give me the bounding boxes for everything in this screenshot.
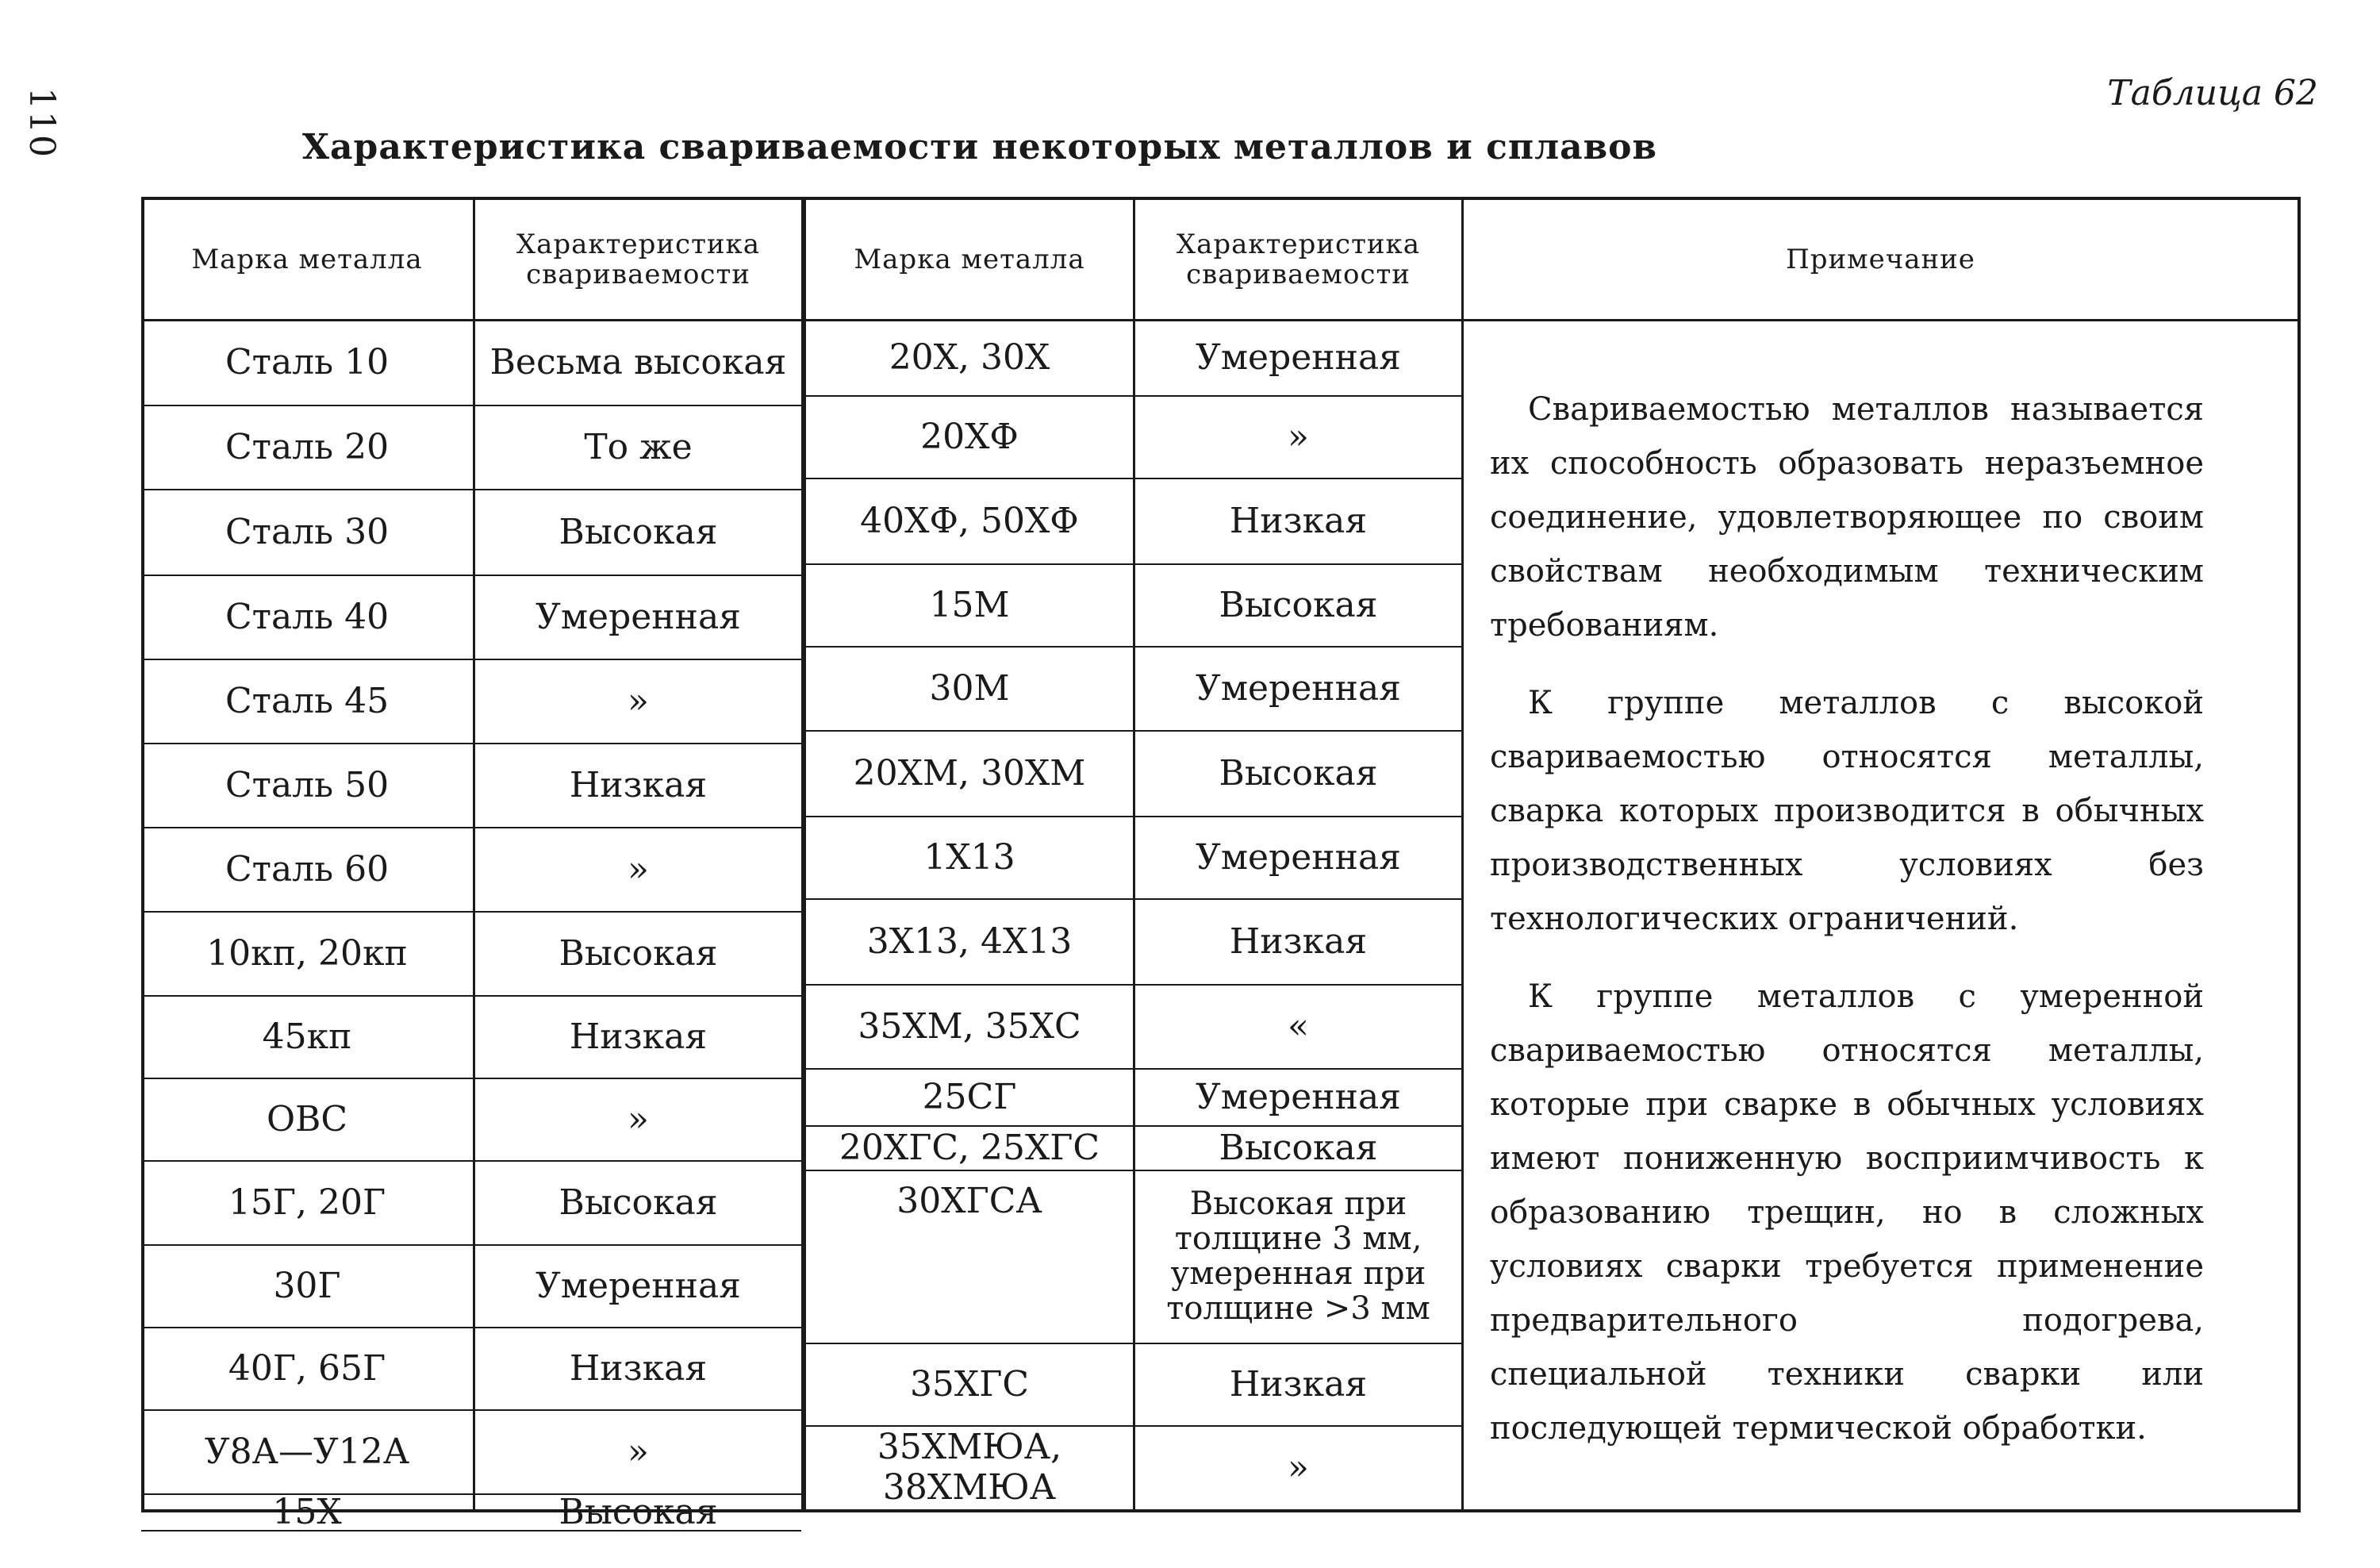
metal-grade-cell: Сталь 30 [225,511,390,552]
metal-grade-cell: 15Г, 20Г [228,1182,386,1223]
header-weldability-2: Характеристика свариваемости [1176,229,1421,290]
table-row [806,898,1461,986]
metal-grade-cell: Сталь 40 [225,596,390,637]
table-row [806,1068,1461,1127]
header-weldability: Характеристика свариваемости [516,229,761,290]
metal-grade-cell: Сталь 45 [225,680,390,721]
metal-grade-cell: 20ХГС, 25ХГС [839,1127,1100,1168]
weldability-cell: » [1288,416,1309,457]
metal-grade-cell: Сталь 20 [225,426,390,467]
table-row [806,319,1461,397]
weldability-cell: » [628,680,649,721]
weldability-cell: Низкая [569,1347,708,1389]
table-row [806,1425,1461,1511]
weldability-cell: Низкая [1229,920,1368,962]
weldability-cell: Умеренная [1196,1076,1401,1117]
weldability-cell: Умеренная [536,596,741,637]
page-number: 110 [21,87,62,159]
table-row [141,1493,801,1531]
metal-grade-cell: 15М [929,584,1010,625]
table-row [806,395,1461,479]
weldability-cell: Низкая [569,1016,708,1057]
metal-grade-cell: 40ХФ, 50ХФ [860,500,1079,541]
left-column-group [141,319,801,1532]
metal-grade-cell: 40Г, 65Г [228,1347,386,1389]
table-row [141,743,801,828]
header-note: Примечание [1786,244,1975,275]
weldability-cell: Низкая [1229,500,1368,541]
table-row [806,1170,1461,1344]
table-row [141,319,801,406]
header-grade-2: Марка металла [854,244,1085,275]
header-grade: Марка металла [191,244,423,275]
table-row [141,1244,801,1328]
table-row [141,1078,801,1162]
weldability-cell: То же [584,426,693,467]
table-header [141,200,2301,321]
table-row [806,730,1461,817]
table-row [806,478,1461,565]
weldability-table [141,197,2301,1532]
table-row [806,816,1461,900]
weldability-cell: » [628,1431,649,1472]
table-row [141,1160,801,1246]
table-row [806,1343,1461,1427]
weldability-cell: » [1288,1447,1309,1488]
table-row [141,1409,801,1495]
metal-grade-cell: ОВС [266,1098,348,1139]
metal-grade-cell: 20Х, 30Х [889,336,1050,378]
metal-grade-cell: 30М [929,667,1010,709]
weldability-cell: » [628,848,649,890]
weldability-cell: « [1288,1005,1309,1047]
table-row [141,1327,801,1411]
weldability-cell: Высокая [559,932,718,974]
table-row [141,659,801,744]
note-text [1490,382,2204,1479]
metal-grade-cell: 45кп [262,1016,352,1057]
metal-grade-cell: 30Г [273,1265,341,1306]
metal-grade-cell: 1Х13 [923,836,1015,878]
metal-grade-cell: 10кп, 20кп [206,932,408,974]
table-title: Характеристика свариваемости некоторых металлов и сплавов [301,127,1658,167]
weldability-cell: Умеренная [1196,336,1401,378]
metal-grade-cell: 35ХМ, 35ХС [858,1005,1081,1047]
weldability-cell: Низкая [569,764,708,805]
weldability-cell: Высокая при толщине 3 мм, умеренная при толщине >3 мм [1166,1186,1430,1327]
metal-grade-cell: Сталь 50 [225,764,390,805]
table-row [141,827,801,913]
column-divider [1461,200,1464,1509]
table-border-right [2297,200,2301,1509]
table-label: Таблица 62 [2107,73,2318,113]
metal-grade-cell: 35ХГС [909,1363,1030,1405]
table-row [141,405,801,490]
table-row [141,911,801,997]
metal-grade-cell: 20ХФ [920,416,1019,457]
weldability-cell: Высокая [559,1491,718,1532]
table-row [141,489,801,576]
weldability-cell: Высокая [559,1182,718,1223]
metal-grade-cell: У8А—У12А [204,1431,410,1472]
table-row [806,1125,1461,1171]
metal-grade-cell: Сталь 60 [225,848,390,890]
weldability-cell: Высокая [559,511,718,552]
metal-grade-cell: 15Х [272,1491,342,1532]
metal-grade-cell: 3Х13, 4Х13 [866,920,1073,962]
weldability-cell: Высокая [1219,584,1378,625]
weldability-cell: Умеренная [1196,836,1401,878]
weldability-cell: Умеренная [1196,667,1401,709]
metal-grade-cell: 35ХМЮА, 38ХМЮА [877,1427,1062,1508]
weldability-cell: Высокая [1219,1127,1378,1168]
metal-grade-cell: 25СГ [922,1076,1017,1117]
weldability-cell: Весьма высокая [489,341,787,382]
weldability-cell: Высокая [1219,752,1378,794]
table-row [141,575,801,660]
note-paragraph: Свариваемостью металлов называется их способность образовать неразъемное соединение, удовлетворяющее по своим свойствам необходимым техническим требованиям. [1490,391,2204,644]
weldability-cell: » [628,1098,649,1139]
table-row [806,563,1461,648]
metal-grade-cell: 30ХГСА [896,1181,1042,1221]
metal-grade-cell: 20ХМ, 30ХМ [853,752,1086,794]
table-row [141,995,801,1079]
weldability-cell: Низкая [1229,1363,1368,1405]
weldability-cell: Умеренная [536,1265,741,1306]
note-paragraph: К группе металлов с высокой свариваемостью относятся металлы, сварка которых производится в обычных производственных условиях без технологических ограничений. [1490,685,2204,937]
metal-grade-cell: Сталь 10 [225,341,390,382]
table-row [806,646,1461,732]
table-row [806,984,1461,1070]
note-paragraph: К группе металлов с умеренной свариваемостью относятся металлы, которые при сварке в обычных условиях имеют пониженную восприимчивость к образованию трещин, но в сложных условиях сварки требуется применение предварительного подогрева, специальной техники сварки или последующей термической обработки. [1490,978,2204,1447]
right-column-group [806,319,1461,1509]
